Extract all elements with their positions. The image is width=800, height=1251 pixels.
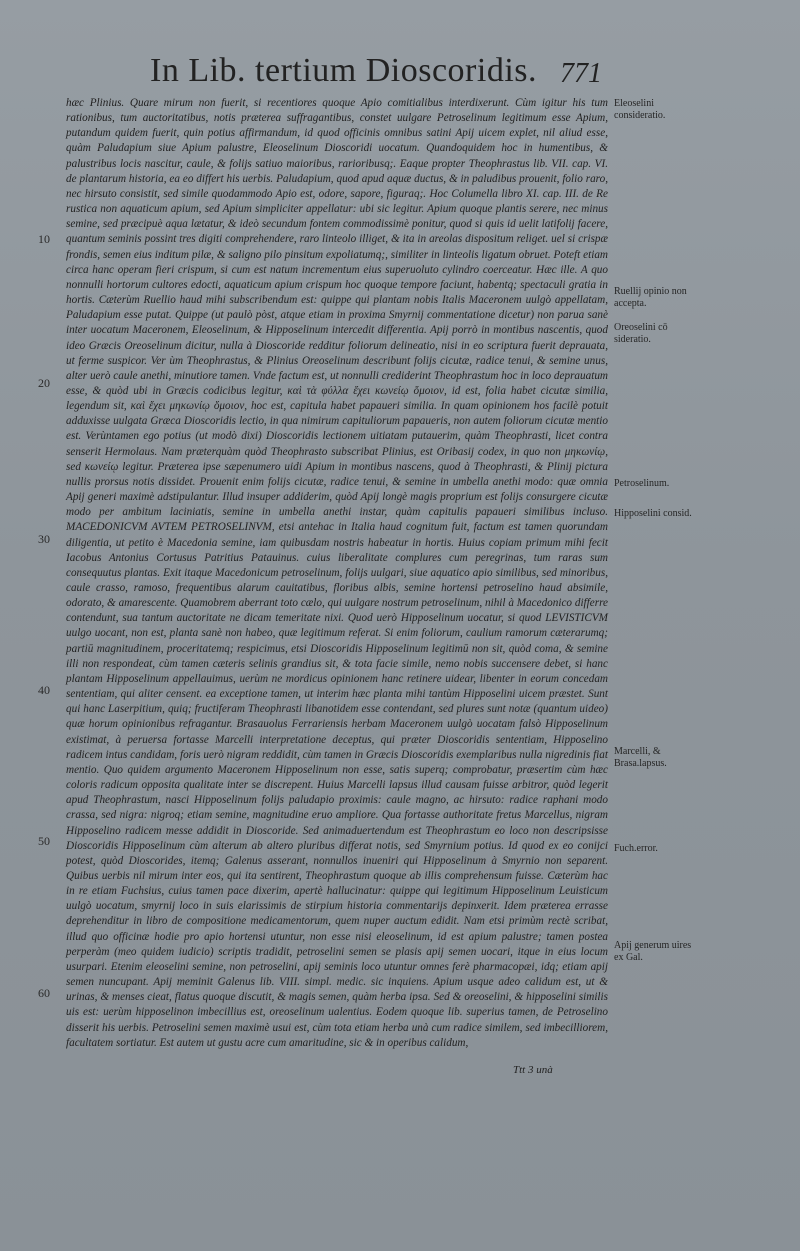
marginal-note: Apij generum uires ex Gal. bbox=[614, 940, 692, 963]
marginal-note: Marcelli, & Brasa.lapsus. bbox=[614, 746, 667, 769]
line-number: 60 bbox=[38, 986, 50, 1000]
marginal-note: Fuch.error. bbox=[614, 843, 658, 854]
marginal-note: Eleoselini consideratio. bbox=[614, 98, 666, 121]
line-number: 20 bbox=[38, 376, 50, 390]
signature-mark: Ttt 3 unà bbox=[513, 1064, 553, 1076]
page-number: 771 bbox=[560, 58, 602, 89]
marginal-note: Petroselinum. bbox=[614, 478, 670, 489]
marginal-note: Oreoselini cō sideratio. bbox=[614, 322, 668, 345]
line-number: 50 bbox=[38, 834, 50, 848]
main-text-column bbox=[66, 96, 608, 1051]
line-number: 30 bbox=[38, 532, 50, 546]
running-title: In Lib. tertium Dioscoridis. bbox=[150, 52, 538, 89]
marginal-note: Ruellij opinio non accepta. bbox=[614, 286, 687, 309]
line-number: 40 bbox=[38, 683, 50, 697]
line-number: 10 bbox=[38, 232, 50, 246]
marginal-note: Hipposelini consid. bbox=[614, 508, 692, 519]
body-paragraph: hæc Plinius. Quare mirum non fuerit, si recentiores quoque Apio comitialibus interdixerunt. Cùm igitur his tum rationibus, tum auctoritatibus, notis præterea suffragantibus, constet uulgare Petroselinum legitimum esse Apium, putandum quidem fuerit, quin potius affirmandum, id quod officinis omnibus satini Apij uicem explet, nil aliud esse, quàm Paludapium siue Apium palustre, Eleoselinum Dioscoridi uocatum. Quandoquidem hoc in humentibus, & palustribus locis nascitur, caule, & folijs satiuo maioribus, rarioribusq;. Eaque propter Theophrastus lib. VII. cap. VI. de plantarum historia, ea eo differt his uerbis. Paludapium, quod apud aquæ ductus, & in paludibus prouenit, folio raro, nec hirsuto consistit, sed simile quodammodo Apio est, odore, sapore, figuraq;. Hoc Columella libro XI. cap. III. de Re rustica non aquaticum apium, sed Apium simpliciter appellatur: ubi sic legitur. Apium quoque plantis serere, nec minus semine, sed præcipuè aqua lætatur, & ideò secundum fontem commodissimè ponitur, quod si quis id uelit latifolij facere, quantum seminis possint tres digiti comprehendere, raro linteolo illiget, & ita in areolas dispositum religet. uel si crispæ frondis, semen eius inditum pilæ, & saligno pilo pinsitum expoliatumq;, similiter in linteolis ligatum obruet. Poteft etiam circa hanc operam fieri crispum, si cum est natum incrementum eius superuoluto cylindro coerceatur. Hæc ille. A quo nonnulli hortorum cultores edocti, aquaticum apium crispum hoc quoque tempore faciunt, habentq; spectaculi gratia in hortis. Cæterùm Ruellio haud mihi subscribendum est: quippe qui plantam nobis Italis Maceronem uulgò appellatam, Paludapium esse putat. Quippe (ut paulò pòst, atque etiam in proxima Smyrnij commentatione dicetur) non parua sanè inter uocatum Maceronem, Eleoselinum, & Hipposelinum intercedit differentia. Apij porrò in montibus nascentis, quod ideo Græcis Oreoselinum dicitur, nulla à Dioscoride redditur foliorum delineatio, nisi in eo scriptura fuerit deprauata, ut ferme suspicor. Ver ùm Theophrastus, & Plinius Oreoselinum describunt folijs cicutæ, radice tenui, & semine unus, alter uerò caule anethi, minutiore tamen. Vnde factum est, ut nonnulli crediderint Theophrastum hoc in loco deprauatum esse, & quòd ubi in Græcis codicibus legitur, καὶ τὰ φύλλα ἔχει κωνείῳ ὅμοιον, id est, folia habet cicutæ similia, legendum sit, καὶ ἔχει μηκωνίῳ ὅμοιον, hoc est, capitula habet papaueri similia. In quam opinionem hos facilè potuit adduxisse uulgata Græca Dioscoridis lectio, in qua nimirum capituliorum papaueris, non autem foliorum cicutæ mentio est. Verùntamen ego potius (ut modò dixi) Dioscoridis lectionem uitiatam putauerim, quàm Theophrasti, licet contra senserit Hermolaus. Nam præterquàm quòd Theophrasto subscribat Plinius, est Oribasij codex, in quo non μηκωνίῳ, sed κωνείῳ legitur. Præterea ipse sæpenumero uidi Apium in montibus nascens, quod à Theophrasti, & Plinij pictura nullis prorsus notis dissidet. Prouenit enim folijs cicutæ, radice tenui, & semine in umbella anethi modo: quæ omnia Apij generi maximè adstipulantur. Illud insuper addiderim, quòd Apij longè magis proprium est folijs consurgere cicutæ modo per ambitum laciniatis, semine in umbella anethi instar, quàm capitulis papaueri similibus incluso. MACEDONICVM AVTEM PETROSELINVM, etsi antehac in Italia haud cognitum fuit, factum est tamen quorundam diligentia, ut petito è Macedonia semine, iam quibusdam nostris habeatur in hortis. Huius copiam primum mihi fecit Iacobus Antonius Cortusus Patritius Patauinus. cuius liberalitate complures cum peregrinas, tum raras sum consequutus plantas. Exit itaque Macedonicum petroselinum, folijs uulgari, siue aquatico apio similibus, sed minoribus, caule crasso, ramoso, frequentibus alarum cauitatibus, floribus albis, semine hortensi petroselino haud absimile, odorato, & amarescente. Quamobrem aberrant toto cælo, qui uulgare nostrum petroselinum, nihil à Macedonico differre contendunt, sua tantum auctoritate ne dicam temeritate nixi. Quod uerò Hipposelinum uocatur, si quod LEVISTICVM uulgo uocant, non est, planta sanè non habeo, quæ legitimum referat. Si enim foliorum, caulium ramorum cæterarumq; partiū magnitudinem, proceritatemq; respicimus, etsi Dioscoridis Hipposelinum legitimū non sit, quòd coma, & semine illi non respondeat, cùm tamen cæteris selinis grandius sit, & tota facie simile, nemo nobis succensere debet, si hanc plantam Hipposelinum appellauimus, uerùm ne mordicus opinionem hanc retinere uidear, libenter in eorum concedam sententiam, qui aliter censent. ea exceptione tamen, ut interim hæc planta mihi tantùm Hipposelini uicem præstet. Sunt qui hanc Laserpitium, quiq; fructiferam Theophrasti libanotidem esse contendant, sed plures sunt notæ (quantum uideo) quæ horum opinionibus refragantur. Brasauolus Ferrariensis herbam Maceronem uulgò uocatam falsò Hipposelinum existimat, à peruersa fortasse Marcelli interpretatione deceptus, qui præter Dioscoridis sententiam, Hipposelino radicem intus candidam, foris uerò nigram reddidit, cùm tamen in Græcis Dioscoridis exemplaribus nulla nigredinis fiat mentio. Quo quidem argumento Maceronem Hipposelinum non esse, satis superq; comprobatur, præsertim cùm hæc coloris radicum opposita qualitate inter se discrepent. Huius Marcelli lapsus illud causam fuisse arbitror, quòd legerit apud Theophrastum, nasci Hipposelinum folijs paludapio proximis: caule magno, ac hirsuto: radice raphani modo crassa, sed nigra: nigroq; etiam semine, magnitudine eruo ampliore. Qua fortasse authoritate fretus Marcellus, nigram Hipposelino radicem messe addidit in Dioscoride. Sed animaduertendum est Theophrastum eo loco non descripsisse Dioscoridis Hipposelinum cùm alterum ab altero pluribus differat notis, sed Smyrnium potius. Id quod ex eo conijci potest, quòd Dioscorides, itemq; Galenus asserant, nonnullos inueniri qui Hipposelinum à Smyrnio non separent. Quibus uerbis nil mirum inter eos, qui ita sentirent, Theophrastum quoque ab illis comprehensum fuisse. Cæterùm hac in re etiam Fuchsius, cuius tamen pace dixerim, apertè hallucinatur: quippe qui legitimum Hipposelinum Leuisticum uulgò uocatum, smyrnij loco in suis elarissimis de stirpium historia commentarijs depinxerit. Idem præterea errasse deprehenditur in libro de compositione medicamentorum, quem nuper auctum edidit. Nam etsi primùm rectè scribat, illud quo officinæ hodie pro apio hortensi utuntur, non esse nisi eleoselinum, id est apium palustre; tamen postea perperàm (meo quidem iudicio) scriptis tradidit, petroselini semen se plasis apij semen uocari, itque in eius locum usurpari. Etenim eleoselini semine, non petroselini, apij seminis loco utuntur omnes ferè pharmacopæi, idq; etiam apij semen nuncupant. Apij meminit Galenus lib. VIII. simpl. medic. sic inquiens. Apium usque adeo calidum est, ut & urinas, & menses cieat, flatus quoque discutit, & magis semen, quàm herba ipsa. Sed & oreoselini, & hipposelini similis uis est: uerùm hipposelinon imbecillius est, oreoselinum ualentius. Eodem quoque lib. superius tamen, de Petroselino disserit his uerbis. Petroselini semen maximè usui est, cùm tota etiam herba unà cum radice similem, sed imbecilliorem, facultatem sortiatur. Est autem ut gustu acre cum amaritudine, sic & in operibus calidum, bbox=[66, 97, 608, 1049]
